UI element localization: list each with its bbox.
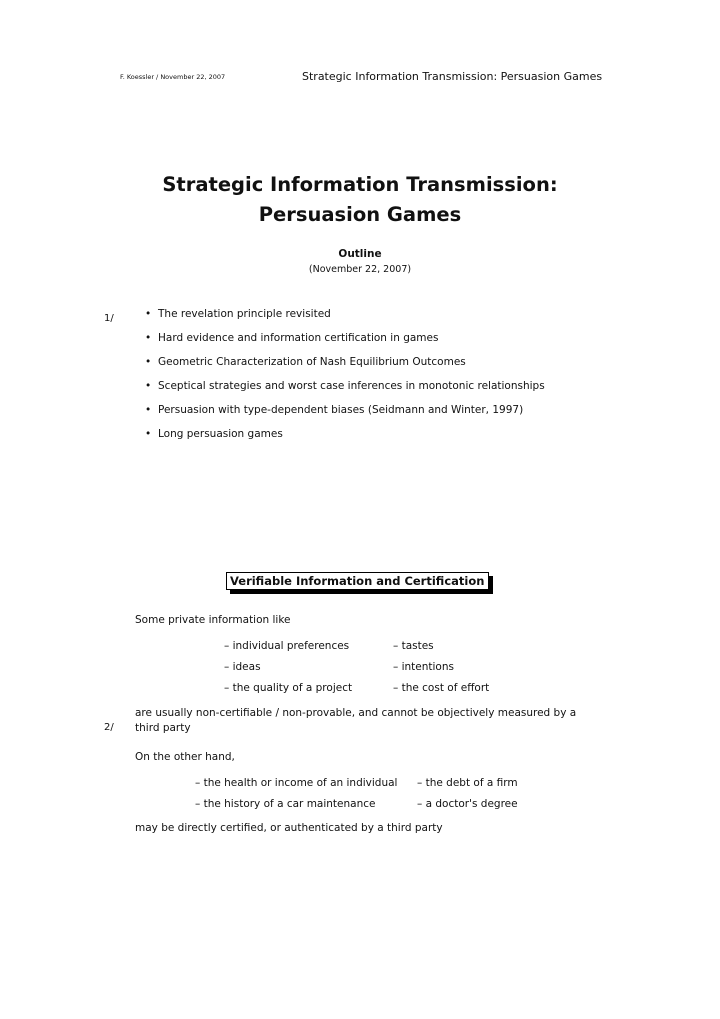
outline-item (145, 332, 438, 344)
bullet-icon: • (145, 380, 152, 392)
outline-item-text: Geometric Characterization of Nash Equilibrium Outcomes (158, 356, 466, 368)
outline-item-text: Hard evidence and information certification in games (158, 332, 439, 344)
bullet-icon: • (145, 308, 152, 320)
header-author-date: F. Koessler / November 22, 2007 (120, 73, 226, 81)
list-item: – the debt of a firm (417, 777, 518, 789)
outline-item (145, 356, 466, 368)
outline-item-text: Persuasion with type-dependent biases (Seidmann and Winter, 1997) (158, 404, 524, 416)
slide-title-line1: Strategic Information Transmission: (162, 173, 558, 196)
bullet-icon: • (145, 428, 152, 440)
slide-title-line2: Persuasion Games (258, 203, 462, 226)
list-item: – individual preferences (224, 640, 350, 652)
bullet-icon: • (145, 404, 152, 416)
list-item: – intentions (393, 661, 454, 673)
paragraph-line: On the other hand, (135, 751, 235, 763)
list-item: – the cost of effort (393, 682, 490, 694)
section-title: Verifiable Information and Certification (226, 572, 489, 590)
intro-text: Some private information like (135, 614, 291, 626)
list-item: – a doctor's degree (417, 798, 518, 810)
outline-item (145, 428, 283, 440)
list-item: – ideas (224, 661, 261, 673)
page-number-1: 1/ (104, 313, 114, 324)
header-title: Strategic Information Transmission: Persuasion Games (302, 70, 603, 83)
outline-heading: Outline (338, 248, 382, 260)
list-item: – tastes (393, 640, 434, 652)
list-item: – the history of a car maintenance (195, 798, 376, 810)
paragraph-line: third party (135, 722, 191, 734)
outline-item-text: Sceptical strategies and worst case inferences in monotonic relationships (158, 380, 545, 392)
paragraph-line: may be directly certified, or authenticated by a third party (135, 822, 443, 834)
outline-item-text: The revelation principle revisited (158, 308, 331, 320)
list-item: – the quality of a project (224, 682, 353, 694)
list-item: – the health or income of an individual (195, 777, 398, 789)
outline-item (145, 380, 545, 392)
outline-date: (November 22, 2007) (308, 264, 412, 275)
paragraph-line: are usually non-certifiable / non-provable, and cannot be objectively measured by a (135, 707, 577, 719)
outline-item (145, 308, 331, 320)
outline-item-text: Long persuasion games (158, 428, 283, 440)
outline-item (145, 404, 523, 416)
bullet-icon: • (145, 332, 152, 344)
bullet-icon: • (145, 356, 152, 368)
page-number-2: 2/ (104, 722, 114, 733)
